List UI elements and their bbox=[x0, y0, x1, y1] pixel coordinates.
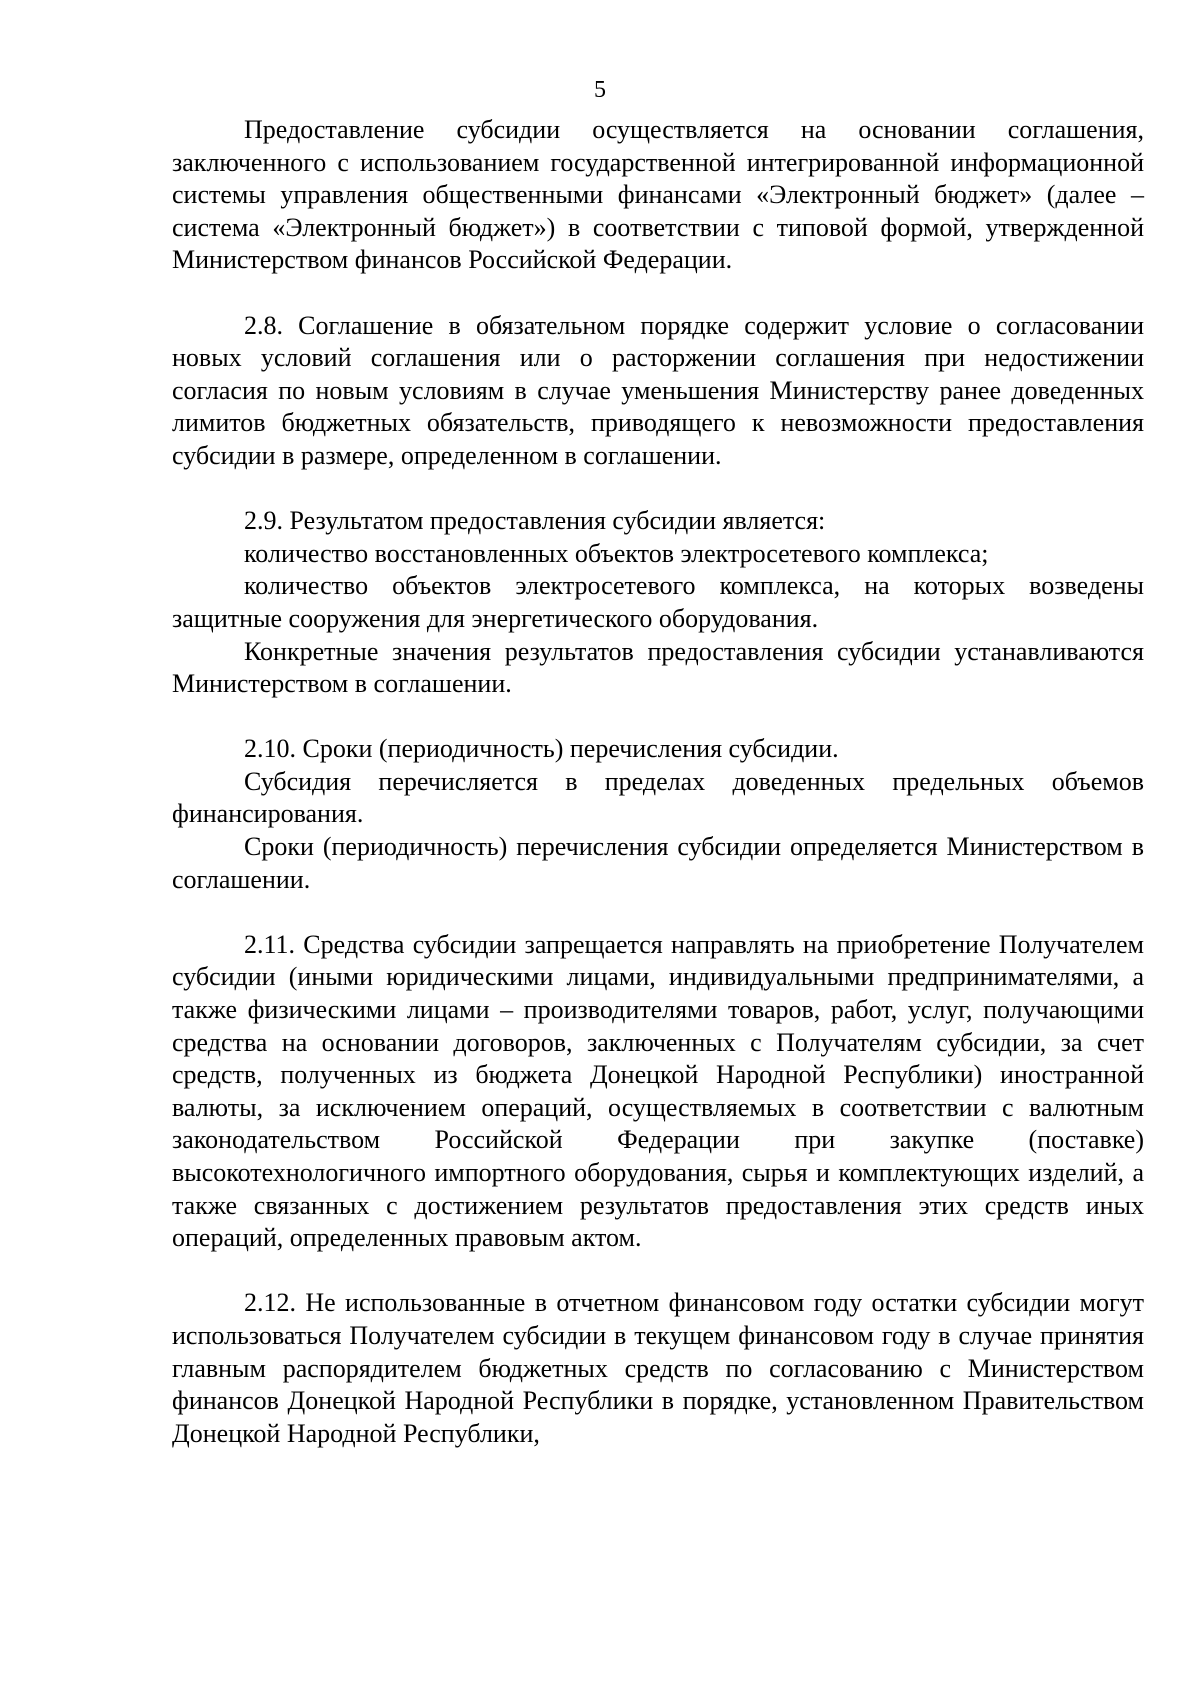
paragraph-2-9: 2.9. Результатом предоставления субсидии является: bbox=[244, 506, 826, 536]
document-body bbox=[172, 114, 1144, 1450]
paragraph-2-11: 2.11. Средства субсидии запрещается направлять на приобретение Получателем субсидии (иными юридическими лицами, индивидуальными предпринимателями, а также физическими лицами – производителями товаров, работ, услуг, получающими средства на основании договоров, заключенных с Получателям субсидии, за счет средств, полученных из бюджета Донецкой Народной Республики) иностранной валюты, за исключением операций, осуществляемых в соответствии с валютным законодательством Российской Федерации при закупке (поставке) высокотехнологичного импортного оборудования, сырья и комплектующих изделий, а также связанных с достижением результатов предоставления этих средств иных операций, определенных правовым актом. bbox=[172, 929, 1144, 1253]
paragraph-2-8: 2.8. Соглашение в обязательном порядке содержит условие о согласовании новых условий соглашения или о расторжении соглашения при недостижении согласия по новым условиям в случае уменьшения Министерству ранее доведенных лимитов бюджетных обязательств, приводящего к невозможности предоставления субсидии в размере, определенном в соглашении. bbox=[172, 310, 1144, 470]
paragraph-transfer-terms: Сроки (периодичность) перечисления субсидии определяется Министерством в соглашении. bbox=[172, 832, 1144, 894]
paragraph-agreement-basis: Предоставление субсидии осуществляется на основании соглашения, заключенного с использованием государственной интегрированной информационной системы управления общественными финансами «Электронный бюджет» (далее – система «Электронный бюджет») в соответствии с типовой формой, утвержденной Министерством финансов Российской Федерации. bbox=[172, 115, 1144, 275]
page-number: 5 bbox=[594, 77, 606, 103]
paragraph-result-1: количество восстановленных объектов электросетевого комплекса; bbox=[244, 538, 989, 568]
paragraph-result-2: количество объектов электросетевого комплекса, на которых возведены защитные сооружения для энергетического оборудования. bbox=[172, 571, 1144, 633]
paragraph-result-values: Конкретные значения результатов предоставления субсидии устанавливаются Министерством в соглашении. bbox=[172, 636, 1144, 699]
paragraph-2-12: 2.12. Не использованные в отчетном финансовом году остатки субсидии могут использоваться Получателем субсидии в текущем финансовом году в случае принятия главным распорядителем бюджетных средств по согласованию с Министерством финансов Донецкой Народной Республики в порядке, установленном Правительством Донецкой Народной Республики, bbox=[172, 1288, 1144, 1448]
paragraph-2-10: 2.10. Сроки (периодичность) перечисления субсидии. bbox=[244, 734, 839, 764]
paragraph-transfer-limits: Субсидия перечисляется в пределах доведенных предельных объемов финансирования. bbox=[172, 766, 1144, 829]
